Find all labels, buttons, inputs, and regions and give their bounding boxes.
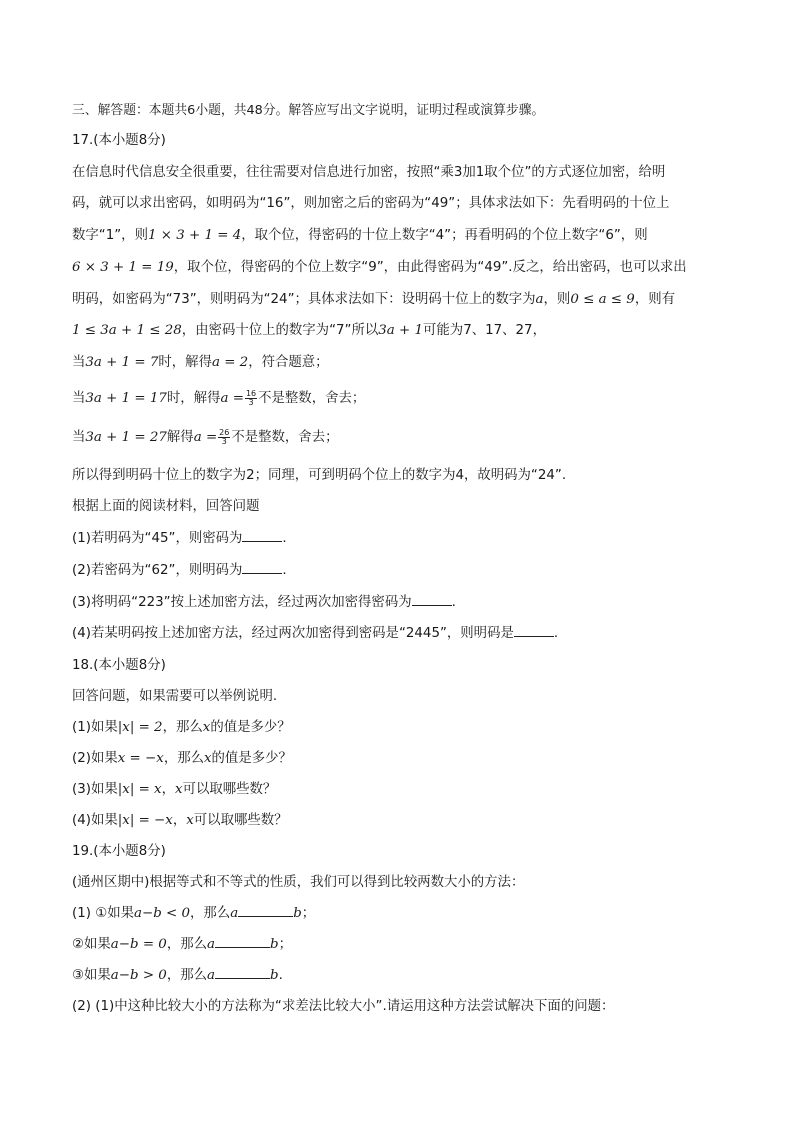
text: . xyxy=(282,563,287,578)
math-expression: a−b < 0 xyxy=(134,906,191,921)
fraction-numerator: 16 xyxy=(245,388,257,398)
q19-title: 19.(本小题8分) xyxy=(72,844,166,859)
text: 当 xyxy=(72,391,86,406)
math-expression: a = xyxy=(220,391,244,406)
text: (3)如果 xyxy=(72,782,118,797)
text: (4)若某明码按上述加密方法，经过两次加密得到密码是“2445”，则明码是 xyxy=(72,626,514,641)
math-variable: x xyxy=(186,813,194,828)
text: . xyxy=(451,595,456,610)
text: (1)如果 xyxy=(72,720,118,735)
text: ，取个位，得密码的十位上数字“4”；再看明码的个位上数字“6”，则 xyxy=(241,228,648,243)
q19-subquestion-2: (2) (1)中这种比较大小的方法称为“求差法比较大小”.请运用这种方法尝试解决下面的问题： xyxy=(72,999,615,1014)
math-expression: 1 × 3 + 1 = 4 xyxy=(147,228,242,243)
math-expression: |x| = 2 xyxy=(117,720,163,735)
q19-line-2 xyxy=(72,935,292,955)
fraction xyxy=(218,429,230,446)
math-expression: 6 × 3 + 1 = 19 xyxy=(72,260,174,275)
math-expression: 3a + 1 = 27 xyxy=(85,430,167,445)
math-variable: b xyxy=(269,968,279,983)
text: ， xyxy=(172,813,187,828)
q17-para-line-1: 在信息时代信息安全很重要，往往需要对信息进行加密，按照“乘3加1取个位”的方式逐位加密，给明 xyxy=(72,165,666,180)
text: 可能为7、17、27， xyxy=(423,323,546,338)
q19-line-3 xyxy=(72,966,283,986)
text: (4)如果 xyxy=(72,813,118,828)
math-expression: a = xyxy=(193,430,218,445)
math-expression: |x| = x xyxy=(117,782,162,797)
math-expression: 3a + 1 = 17 xyxy=(85,391,167,406)
text: 当 xyxy=(72,355,86,370)
text: ，那么 xyxy=(163,751,204,766)
math-expression: a = 2 xyxy=(211,355,249,370)
text: 时，解得 xyxy=(166,391,221,406)
text: (3)将明码“223”按上述加密方法，经过两次加密得密码为 xyxy=(72,595,412,610)
math-variable: a xyxy=(535,292,544,307)
text: 的值是多少？ xyxy=(211,751,292,766)
text: 不是整数，舍去； xyxy=(258,391,366,406)
text: 明码，如密码为“73”，则明码为“24”；具体求法如下：设明码十位上的数字为 xyxy=(72,292,536,307)
q17-para-line-2: 码，就可以求出密码，如明码为“16”，则加密之后的密码为“49”；具体求法如下：先看明码的十位上 xyxy=(72,196,670,211)
text: ， xyxy=(161,782,176,797)
text: 当 xyxy=(72,430,86,445)
math-variable: x xyxy=(203,751,212,766)
math-expression: 3a + 1 xyxy=(378,323,424,338)
text: ，则有 xyxy=(634,292,675,307)
text: ，取个位，得密码的个位上数字“9”，由此得密码为“49”.反之，给出密码，也可以求出 xyxy=(173,260,687,275)
text: ； xyxy=(278,937,292,952)
q18-intro: 回答问题，如果需要可以举例说明. xyxy=(72,689,278,704)
text: ，那么 xyxy=(190,906,231,921)
answer-blank[interactable] xyxy=(514,624,554,637)
q17-case-2 xyxy=(72,389,365,409)
section-header: 三、解答题：本题共6小题，共48分。解答应写出文字说明，证明过程或演算步骤。 xyxy=(72,103,545,118)
math-variable: x xyxy=(202,720,211,735)
text: (1)若明码为“45”，则密码为 xyxy=(72,531,243,546)
text: ，由密码十位上的数字为“7”所以 xyxy=(181,323,379,338)
q17-para-line-5 xyxy=(72,290,675,310)
text: 可以取哪些数？ xyxy=(193,813,288,828)
math-variable: a xyxy=(207,968,215,983)
math-expression: a−b = 0 xyxy=(110,937,167,952)
text: 不是整数，舍去； xyxy=(231,430,339,445)
text: ，那么 xyxy=(166,968,207,983)
text: 可以取哪些数？ xyxy=(182,782,277,797)
answer-blank[interactable] xyxy=(215,935,270,948)
q17-subquestion-3 xyxy=(72,593,456,613)
q18-subquestion-4 xyxy=(72,811,288,831)
q17-subquestion-4 xyxy=(72,624,558,644)
math-expression: 0 ≤ a ≤ 9 xyxy=(570,292,635,307)
answer-blank[interactable] xyxy=(412,593,452,606)
text: ，那么 xyxy=(162,720,203,735)
answer-blank[interactable] xyxy=(215,966,270,979)
math-variable: b xyxy=(293,906,302,921)
math-expression: a−b > 0 xyxy=(110,968,167,983)
fraction xyxy=(245,390,257,407)
math-expression: |x| = −x xyxy=(117,813,173,828)
text: 数字“1”，则 xyxy=(72,228,148,243)
text: ； xyxy=(301,906,316,921)
math-variable: a xyxy=(207,937,215,952)
q17-subquestion-2 xyxy=(72,561,287,581)
q17-title: 17.(本小题8分) xyxy=(72,133,166,148)
fraction-denominator: 3 xyxy=(248,397,254,407)
text: (2)如果 xyxy=(72,751,118,766)
q18-title: 18.(本小题8分) xyxy=(72,658,166,673)
text: (2)若密码为“62”，则明码为 xyxy=(72,563,243,578)
math-variable: x xyxy=(175,782,183,797)
q17-case-1 xyxy=(72,353,329,373)
q17-para-line-6 xyxy=(72,321,546,341)
math-expression: x = −x xyxy=(117,751,164,766)
fraction-numerator: 26 xyxy=(219,427,230,437)
text: 的值是多少？ xyxy=(210,720,291,735)
math-expression: 1 ≤ 3a + 1 ≤ 28 xyxy=(72,323,182,338)
text: . xyxy=(278,968,283,983)
fraction-denominator: 3 xyxy=(221,436,227,446)
text: ，那么 xyxy=(166,937,207,952)
q17-conclusion: 所以得到明码十位上的数字为2；同理，可到明码个位上的数字为4，故明码为“24”. xyxy=(72,468,567,483)
math-expression: 3a + 1 = 7 xyxy=(85,355,159,370)
q17-para-line-3 xyxy=(72,226,648,246)
q18-subquestion-1 xyxy=(72,718,291,738)
text: (1) ①如果 xyxy=(72,906,135,921)
q18-subquestion-3 xyxy=(72,780,276,800)
q19-line-1 xyxy=(72,904,315,924)
text: 解得 xyxy=(166,430,194,445)
text: ②如果 xyxy=(72,937,111,952)
q17-case-3 xyxy=(72,428,338,448)
text: ，则 xyxy=(543,292,571,307)
answer-blank[interactable] xyxy=(242,529,282,542)
q17-para-line-4 xyxy=(72,258,687,278)
text: 时，解得 xyxy=(158,355,212,370)
q17-intro: 根据上面的阅读材料，回答问题 xyxy=(72,499,260,514)
math-variable: a xyxy=(230,906,239,921)
text: . xyxy=(553,626,559,641)
answer-blank[interactable] xyxy=(238,904,293,917)
q19-intro: (通州区期中)根据等式和不等式的性质，我们可以得到比较两数大小的方法： xyxy=(72,875,525,890)
math-variable: b xyxy=(269,937,279,952)
q17-subquestion-1 xyxy=(72,529,287,549)
q18-subquestion-2 xyxy=(72,749,292,769)
answer-blank[interactable] xyxy=(242,561,282,574)
text: . xyxy=(282,531,287,546)
text: ③如果 xyxy=(72,968,111,983)
text: ，符合题意； xyxy=(248,355,329,370)
